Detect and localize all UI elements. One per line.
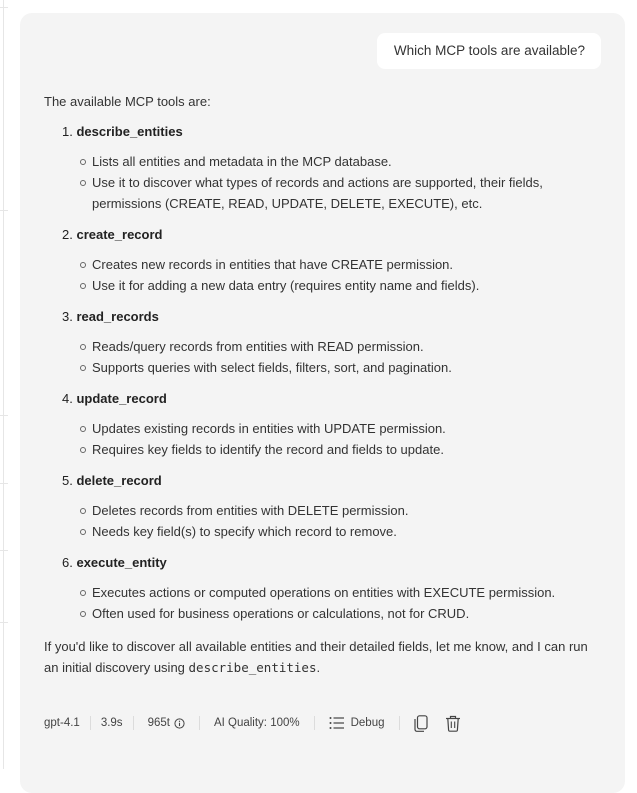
tokens-label — [134, 716, 200, 730]
tool-description: Needs key field(s) to specify which record to remove. — [44, 521, 604, 542]
tool-description: Executes actions or computed operations on entities with EXECUTE permission. — [44, 582, 604, 603]
quality-value: AI Quality: 100% — [213, 717, 300, 729]
tool-item — [44, 470, 604, 542]
quality-label — [200, 716, 315, 730]
tokens-value: 965t — [147, 717, 170, 729]
tool-description: Deletes records from entities with DELETE permission. — [44, 500, 604, 521]
tool-description-list — [44, 582, 604, 624]
duration-label — [91, 716, 134, 730]
tool-title — [44, 306, 604, 327]
trash-icon — [445, 715, 461, 732]
tool-description-list — [44, 336, 604, 378]
tool-title — [44, 121, 604, 142]
tool-title — [44, 552, 604, 573]
tool-description: Often used for business operations or calculations, not for CRUD. — [44, 603, 604, 624]
delete-button[interactable] — [442, 712, 464, 734]
tool-name: create_record — [76, 227, 163, 242]
tool-description: Requires key fields to identify the record and fields to update. — [44, 439, 604, 460]
tool-description-list — [44, 254, 604, 296]
message-footer — [44, 711, 464, 735]
tool-description: Lists all entities and metadata in the MCP database. — [44, 151, 604, 172]
tool-item — [44, 552, 604, 624]
outro-end: . — [316, 660, 321, 675]
copy-button[interactable] — [410, 712, 432, 734]
answer-intro: The available MCP tools are: — [44, 94, 211, 109]
tool-item — [44, 388, 604, 460]
duration-value: 3.9s — [100, 717, 123, 729]
tool-description-list — [44, 500, 604, 542]
outro-text: If you'd like to discover all available entities and their detailed fields, let me know, and I can run an initial discovery using — [44, 639, 588, 675]
tool-name: read_records — [76, 309, 159, 324]
rail-divider — [0, 622, 8, 623]
model-label — [44, 716, 91, 730]
list-icon — [329, 716, 345, 730]
inline-code: describe_entities — [188, 660, 317, 675]
user-message: Which MCP tools are available? — [377, 33, 601, 69]
tool-number: 6. — [62, 555, 73, 570]
tool-item — [44, 224, 604, 296]
tool-description-list — [44, 418, 604, 460]
assistant-message — [44, 91, 604, 678]
tool-description: Use it to discover what types of records and actions are supported, their fields, permissions (CREATE, READ, UPDATE, DELETE, EXECUTE), etc. — [44, 172, 604, 214]
tool-item — [44, 121, 604, 214]
tool-number: 5. — [62, 473, 73, 488]
tool-number: 2. — [62, 227, 73, 242]
tool-description: Reads/query records from entities with READ permission. — [44, 336, 604, 357]
answer-outro — [44, 636, 604, 678]
tool-description-list — [44, 151, 604, 214]
tool-description: Updates existing records in entities with UPDATE permission. — [44, 418, 604, 439]
rail-divider — [0, 210, 8, 211]
chat-panel — [20, 13, 625, 793]
tool-name: delete_record — [76, 473, 162, 488]
debug-section — [315, 716, 400, 730]
tool-title — [44, 388, 604, 409]
debug-label: Debug — [350, 717, 385, 729]
model-name: gpt-4.1 — [44, 717, 80, 729]
debug-button[interactable] — [329, 716, 385, 730]
sidebar-edge — [0, 0, 4, 769]
tool-number: 1. — [62, 124, 73, 139]
tool-number: 3. — [62, 309, 73, 324]
tool-name: update_record — [76, 391, 167, 406]
tool-description: Use it for adding a new data entry (requires entity name and fields). — [44, 275, 604, 296]
tool-name: execute_entity — [76, 555, 167, 570]
tool-description: Supports queries with select fields, filters, sort, and pagination. — [44, 357, 604, 378]
info-icon[interactable] — [174, 718, 185, 729]
tool-title — [44, 470, 604, 491]
rail-divider — [0, 415, 8, 416]
rail-divider — [0, 7, 8, 8]
tools-list — [44, 121, 604, 624]
tool-description: Creates new records in entities that have CREATE permission. — [44, 254, 604, 275]
tool-number: 4. — [62, 391, 73, 406]
tool-title — [44, 224, 604, 245]
rail-divider — [0, 550, 8, 551]
copy-icon — [414, 715, 428, 732]
tool-name: describe_entities — [76, 124, 183, 139]
rail-divider — [0, 483, 8, 484]
tool-item — [44, 306, 604, 378]
